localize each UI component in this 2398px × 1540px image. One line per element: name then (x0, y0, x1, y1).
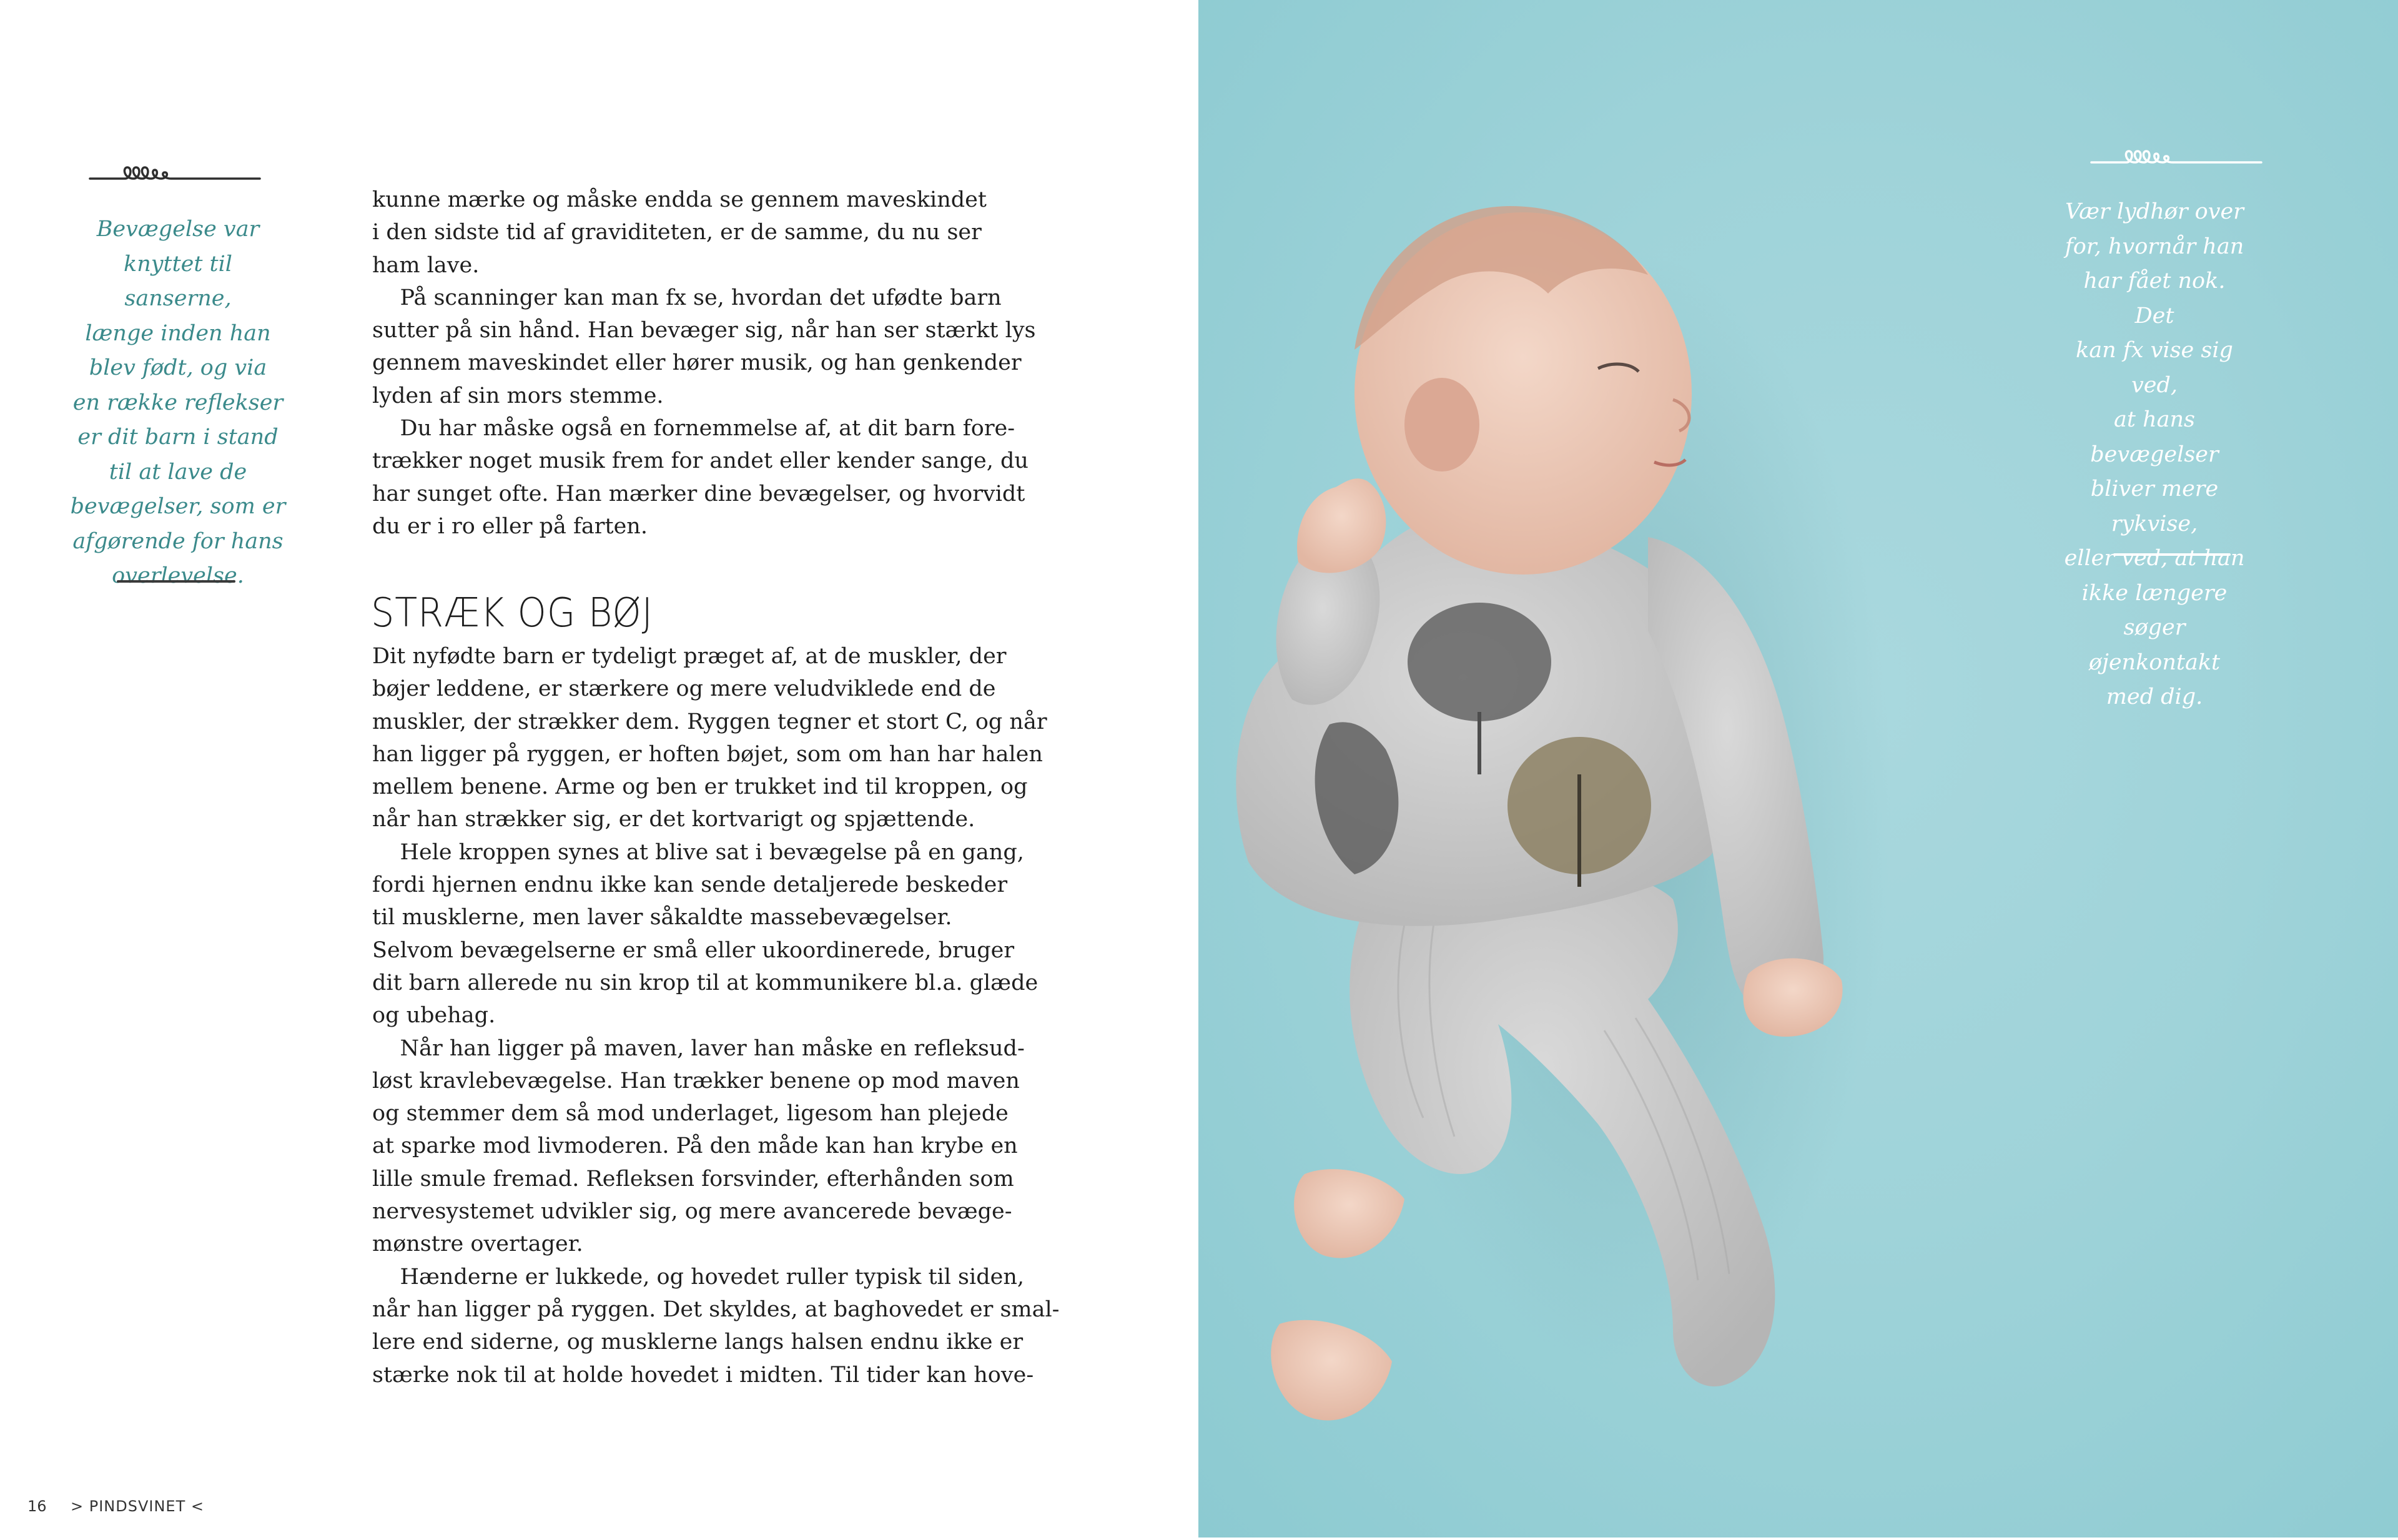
body-line: Dit nyfødte barn er tydeligt præget af, at de muskler, der (372, 644, 1007, 669)
body-line: bøjer leddene, er stærkere og mere veludviklede end de (372, 676, 996, 702)
body-line: og ubehag. (372, 1003, 496, 1029)
body-line: Hele kroppen synes at blive sat i bevægelse på en gang, (372, 839, 1024, 865)
body-line: løst kravlebevægelse. Han trækker benene op mod maven (372, 1068, 1020, 1093)
body-line: Hænderne er lukkede, og hovedet ruller typisk til siden, (372, 1264, 1024, 1290)
body-line: lere end siderne, og musklerne langs halsen endnu ikke er (372, 1330, 1024, 1355)
body-line: nervesystemet udvikler sig, og mere avancerede bevæge- (372, 1199, 1012, 1225)
body-line: lille smule fremad. Refleksen forsvinder, efterhånden som (372, 1166, 1014, 1192)
page-number: 16 (27, 1498, 47, 1515)
left-page (0, 0, 1198, 1538)
body-line: trækker noget musik frem for andet eller kender sange, du (372, 448, 1029, 474)
photo-quote-divider (2113, 553, 2231, 556)
swirl-ornament-icon (87, 155, 262, 186)
sidebar-divider (117, 580, 235, 583)
body-line: han ligger på ryggen, er hoften bøjet, som om han har halen (372, 741, 1043, 767)
body-line: kunne mærke og måske endda se gennem maveskindet (372, 187, 987, 212)
body-line: du er i ro eller på farten. (372, 513, 648, 539)
body-line: mellem benene. Arme og ben er trukket ind til kroppen, og (372, 774, 1028, 800)
baby-foot-left (1294, 1169, 1404, 1258)
body-line: dit barn allerede nu sin krop til at kommunikere bl.a. glæde (372, 970, 1039, 995)
body-line: at sparke mod livmoderen. På den måde kan han krybe en (372, 1133, 1018, 1159)
body-line: sutter på sin hånd. Han bevæger sig, når han ser stærkt lys (372, 318, 1036, 343)
body-line: fordi hjernen endnu ikke kan sende detaljerede beskeder (372, 872, 1008, 898)
body-line: stærke nok til at holde hovedet i midten. Til tider kan hove- (372, 1362, 1034, 1388)
body-line: mønstre overtager. (372, 1232, 583, 1257)
photo-pull-quote: Vær lydhør over for, hvornår han har fået nok. Det kan fx vise sig ved, at hans bevægelser bliver mere rykvise, eller ved, at han ikke længere søger øjenkontakt med dig. (2064, 199, 2245, 709)
running-head: > PINDSVINET < (71, 1498, 204, 1515)
body-line: i den sidste tid af graviditeten, er de samme, du nu ser (372, 220, 982, 245)
body-line: gennem maveskindet eller hører musik, og han genkender (372, 350, 1022, 376)
body-line: og stemmer dem så mod underlaget, ligesom han plejede (372, 1101, 1009, 1127)
body-line: når han strækker sig, er det kortvarigt og spjættende. (372, 807, 975, 832)
body-line: muskler, der strækker dem. Ryggen tegner et stort C, og når (372, 709, 1047, 734)
body-line: når han ligger på ryggen. Det skyldes, at baghovedet er smal- (372, 1296, 1060, 1322)
body-line: Selvom bevægelserne er små eller ukoordinerede, bruger (372, 937, 1015, 963)
body-line: har sunget ofte. Han mærker dine bevægelser, og hvorvidt (372, 481, 1025, 506)
body-text-section (372, 640, 1060, 1391)
body-line: Du har måske også en fornemmelse af, at dit barn fore- (372, 416, 1015, 442)
sidebar-pull-quote: Bevægelse var knyttet til sanserne, længe inden han blev født, og via en række reflekser er dit barn i stand til at lave de bevægelser, som er afgørende for hans overlevelse. (70, 217, 286, 588)
body-line: Når han ligger på maven, laver han måske en refleksud- (372, 1035, 1025, 1061)
body-line: På scanninger kan man fx se, hvordan det ufødte barn (372, 285, 1002, 310)
body-line: ham lave. (372, 252, 480, 278)
body-line: til musklerne, men laver såkaldte massebevægelser. (372, 905, 952, 930)
baby-ear (1404, 378, 1479, 471)
body-line: lyden af sin mors stemme. (372, 383, 664, 408)
swirl-ornament-icon (2089, 139, 2264, 170)
section-heading: STRÆK OG BØJ (371, 590, 653, 636)
baby-foot-right (1271, 1320, 1392, 1421)
body-text-intro (372, 184, 1036, 543)
